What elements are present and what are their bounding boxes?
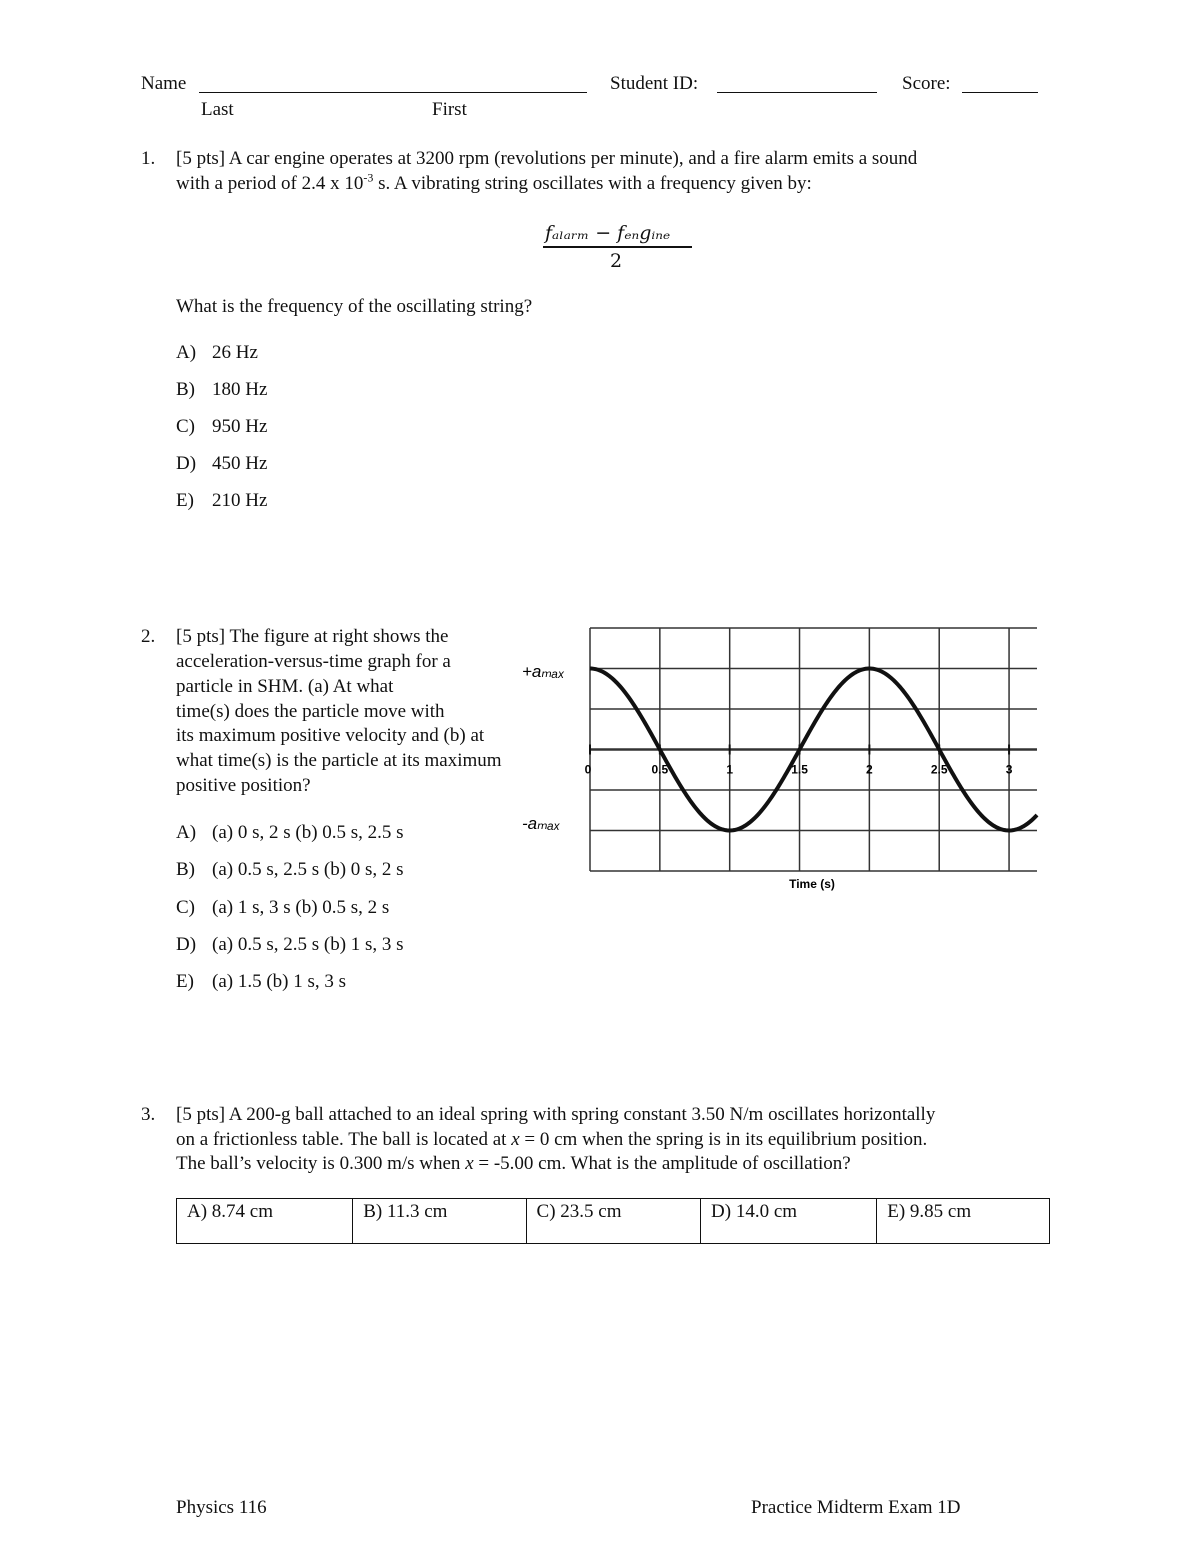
q1-number: 1. <box>141 148 156 169</box>
acceleration-time-chart <box>500 610 1060 900</box>
x-tick-label: 3 <box>1005 762 1013 777</box>
q1-option-e[interactable] <box>176 490 267 512</box>
footer-course: Physics 116 <box>176 1497 267 1518</box>
q2-option-label: A) <box>176 822 197 843</box>
q2-option-a[interactable] <box>176 822 404 844</box>
q1-option-text: 210 Hz <box>212 490 268 511</box>
x-tick-label: 0.5 <box>651 762 669 777</box>
q2-option-c[interactable] <box>176 897 389 919</box>
q3-option-c[interactable]: C) 23.5 cm <box>526 1199 700 1244</box>
q2-option-label: B) <box>176 859 195 880</box>
q1-option-text: 950 Hz <box>212 416 268 437</box>
q1-exponent: -3 <box>363 170 374 185</box>
y-label-plus-amax: +aₘₐₓ <box>522 662 565 681</box>
q1-option-text: 180 Hz <box>212 379 268 400</box>
q2-text-line: [5 pts] The figure at right shows the <box>176 626 449 647</box>
q3-number: 3. <box>141 1104 156 1125</box>
q1-text-line1: [5 pts] A car engine operates at 3200 rpm (revolutions per minute), and a fire alarm emits a sound <box>176 148 918 169</box>
name-label: Name <box>141 73 187 94</box>
student-id-label: Student ID: <box>610 73 699 94</box>
first-label: First <box>432 99 467 120</box>
q3-answer-table <box>176 1198 1050 1244</box>
formula-numerator: fₐₗₐᵣₘ − fₑₙgᵢₙₑ <box>545 222 671 244</box>
score-field[interactable] <box>962 92 1038 93</box>
q1-line2-pre: with a period of 2.4 x 10 <box>176 173 364 194</box>
q1-option-b[interactable] <box>176 379 267 401</box>
q2-option-label: D) <box>176 934 197 955</box>
q2-option-text: (a) 0 s, 2 s (b) 0.5 s, 2.5 s <box>212 822 404 843</box>
q2-option-b[interactable] <box>176 859 404 881</box>
q1-option-label: E) <box>176 490 194 511</box>
x-tick-label: 1 <box>726 762 734 777</box>
q3-option-b[interactable]: B) 11.3 cm <box>353 1199 526 1244</box>
q1-text-line2 <box>176 172 812 196</box>
q2-text-line: acceleration-versus-time graph for a <box>176 651 451 672</box>
q1-option-label: A) <box>176 342 197 363</box>
q1-option-a[interactable] <box>176 342 258 364</box>
q2-text-line: positive position? <box>176 775 311 796</box>
q3-option-a[interactable]: A) 8.74 cm <box>177 1199 353 1244</box>
x-tick-label: 0 <box>584 762 592 777</box>
formula-fraction-bar <box>543 246 692 248</box>
last-label: Last <box>201 99 234 120</box>
name-field[interactable] <box>199 92 587 93</box>
q3-line3-pre: The ball’s velocity is 0.300 m/s when <box>176 1153 466 1174</box>
q1-option-c[interactable] <box>176 416 267 438</box>
q1-option-label: C) <box>176 416 195 437</box>
q1-question: What is the frequency of the oscillating string? <box>176 296 533 317</box>
q2-option-label: C) <box>176 897 195 918</box>
q2-number: 2. <box>141 626 156 647</box>
q3-option-e[interactable]: E) 9.85 cm <box>877 1199 1050 1244</box>
q2-option-text: (a) 0.5 s, 2.5 s (b) 0 s, 2 s <box>212 859 404 880</box>
q1-option-text: 450 Hz <box>212 453 268 474</box>
footer-exam-title: Practice Midterm Exam 1D <box>751 1497 961 1518</box>
q3-line3-post: = -5.00 cm. What is the amplitude of oscillation? <box>473 1153 851 1174</box>
q1-line2-post: s. A vibrating string oscillates with a frequency given by: <box>373 173 812 194</box>
q2-text-line: particle in SHM. (a) At what <box>176 676 394 697</box>
q2-option-text: (a) 1 s, 3 s (b) 0.5 s, 2 s <box>212 897 390 918</box>
q3-line2-pre: on a frictionless table. The ball is located at <box>176 1129 512 1150</box>
q3-line3 <box>176 1152 851 1176</box>
q2-text-line: time(s) does the particle move with <box>176 701 445 722</box>
formula-denominator: 2 <box>610 250 623 272</box>
x-tick-label: 1.5 <box>791 762 808 777</box>
q3-option-d[interactable]: D) 14.0 cm <box>701 1199 877 1244</box>
q3-line2-post: = 0 cm when the spring is in its equilibrium position. <box>519 1129 928 1150</box>
q2-text-line: its maximum positive velocity and (b) at <box>176 725 485 746</box>
q3-var-x: x <box>511 1129 520 1150</box>
score-label: Score: <box>902 73 951 94</box>
q3-line1: [5 pts] A 200-g ball attached to an ideal spring with spring constant 3.50 N/m oscillates horizontally <box>176 1104 936 1125</box>
q2-text-line: what time(s) is the particle at its maximum <box>176 750 502 771</box>
student-id-field[interactable] <box>717 92 877 93</box>
q3-var-x: x <box>465 1153 474 1174</box>
q1-option-text: 26 Hz <box>212 342 258 363</box>
q2-option-text: (a) 0.5 s, 2.5 s (b) 1 s, 3 s <box>212 934 404 955</box>
q2-option-text: (a) 1.5 (b) 1 s, 3 s <box>212 971 347 992</box>
q1-option-label: B) <box>176 379 195 400</box>
y-label-minus-amax: -aₘₐₓ <box>522 814 561 833</box>
x-tick-label: 2 <box>866 762 873 777</box>
x-tick-label: 2.5 <box>930 762 948 777</box>
q1-option-label: D) <box>176 453 197 474</box>
q2-option-d[interactable] <box>176 934 404 956</box>
q3-line2 <box>176 1128 927 1152</box>
q1-option-d[interactable] <box>176 453 267 475</box>
x-axis-label: Time (s) <box>789 877 835 891</box>
q2-option-label: E) <box>176 971 194 992</box>
q2-option-e[interactable] <box>176 971 346 993</box>
